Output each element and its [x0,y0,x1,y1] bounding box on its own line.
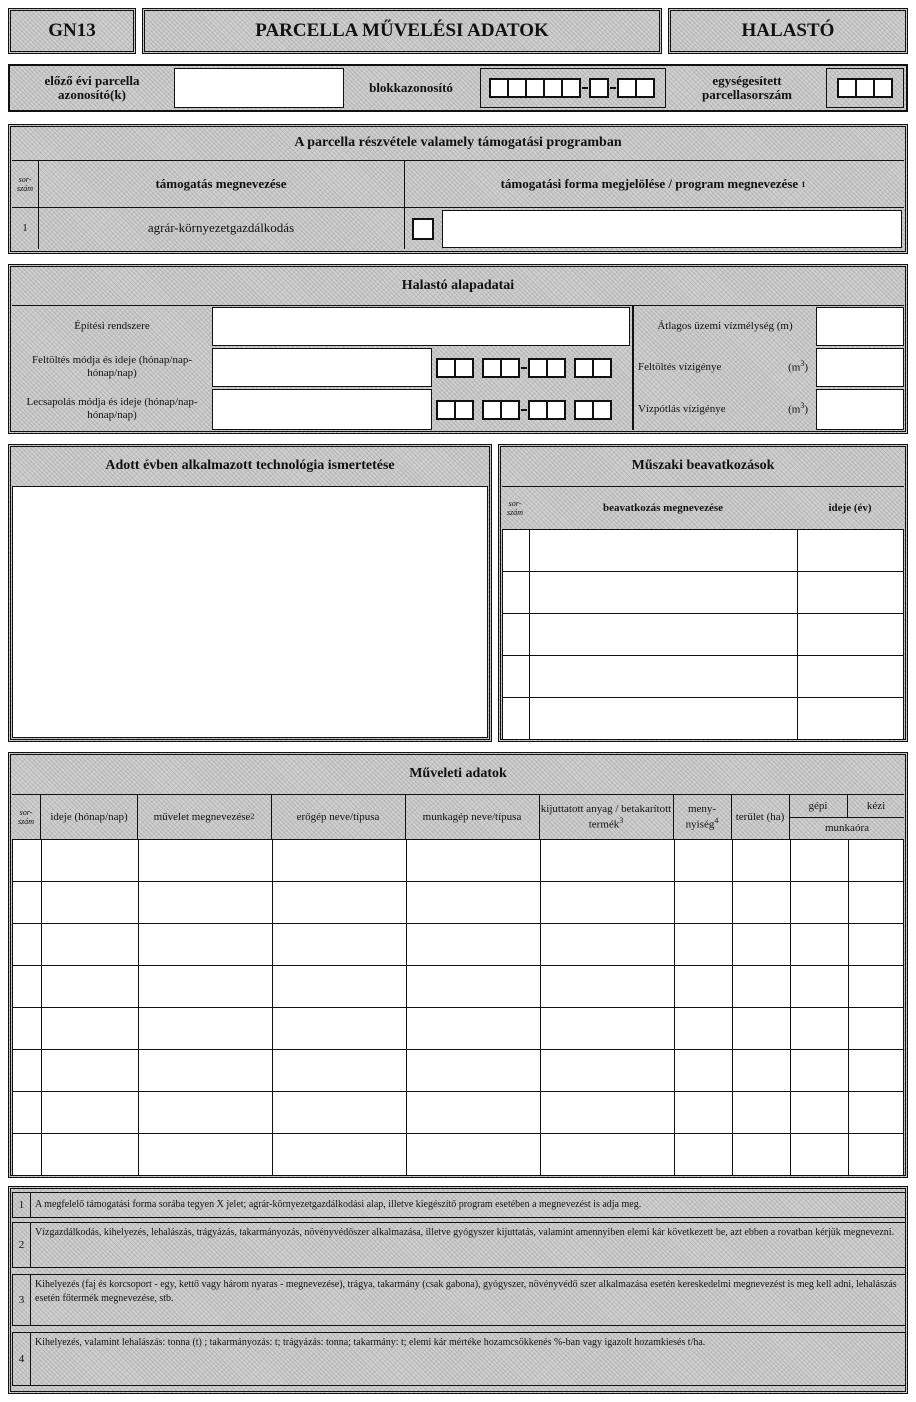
table-cell[interactable] [733,1134,791,1176]
table-cell[interactable] [791,882,849,924]
table-cell[interactable] [530,572,798,614]
interventions-title: Műszaki beavatkozások [631,458,775,473]
drain-mode-label: Lecsapolás módja és ideje (hónap/nap-hónap/nap) [26,396,198,421]
table-cell[interactable] [849,1134,904,1176]
table-cell[interactable] [849,966,904,1008]
table-cell[interactable] [42,1008,139,1050]
note-1: 1 A megfelelő támogatási forma sorába tegyen X jelet; agrár-környezetgazdálkodási alap, illetve kiegészítő program esetében a megnevezést is adja meg. [12,1192,906,1218]
table-cell[interactable] [530,698,798,740]
table-cell[interactable] [733,840,791,882]
table-cell[interactable] [541,1050,675,1092]
block-digit[interactable] [543,78,563,98]
table-cell[interactable] [139,840,273,882]
table-cell[interactable] [13,840,42,882]
form-type: HALASTÓ [668,8,908,54]
table-cell[interactable] [273,882,407,924]
construction-label: Építési rendszere [74,319,150,332]
ops-col-op: művelet megnevezése 2 [153,810,255,823]
table-cell[interactable] [530,614,798,656]
table-cell[interactable] [791,966,849,1008]
table-cell[interactable] [407,966,541,1008]
table-cell[interactable] [407,1008,541,1050]
basic-title: Halastó alapadatai [401,278,515,293]
table-cell[interactable] [530,656,798,698]
table-cell[interactable] [733,966,791,1008]
block-id-input[interactable] [480,68,666,108]
drain-date-input[interactable] [436,398,630,422]
table-cell[interactable] [42,1050,139,1092]
table-cell[interactable] [849,882,904,924]
unified-parcel-input[interactable] [826,68,904,108]
table-cell[interactable] [541,882,675,924]
avg-depth-input[interactable] [816,307,904,346]
table-cell[interactable] [791,1050,849,1092]
block-id-label: blokkazonosító [369,80,453,95]
block-digit[interactable] [507,78,527,98]
table-cell[interactable] [139,1050,273,1092]
table-cell[interactable] [798,698,904,740]
block-digit[interactable] [589,78,609,98]
tech-description-input[interactable] [12,486,488,738]
table-cell[interactable] [13,966,42,1008]
table-cell[interactable] [791,840,849,882]
table-cell[interactable] [733,1008,791,1050]
table-cell[interactable] [42,1134,139,1176]
table-cell[interactable] [139,1134,273,1176]
refill-water-input[interactable] [816,389,904,430]
table-cell[interactable] [675,966,733,1008]
parcel-digit[interactable] [837,78,857,98]
ops-col-manual-hours: kézi [866,799,886,812]
table-cell[interactable] [791,1092,849,1134]
table-cell[interactable] [541,1008,675,1050]
table-cell[interactable] [675,1092,733,1134]
drain-mode-input[interactable] [212,389,432,430]
support-col-name: támogatás megnevezése [155,176,287,191]
table-cell[interactable] [503,698,530,740]
ops-col-material: kijuttatott anyag / betakarított termék$^3$ [540,803,672,831]
support-row-num: 1 [22,222,28,234]
table-cell[interactable] [849,840,904,882]
support-title: A parcella részvétele valamely támogatási programban [294,135,622,150]
refill-water-label: Vízpótlás vízigénye $(m^3)$ [638,401,808,416]
construction-input[interactable] [212,307,630,346]
operations-table [12,839,904,1176]
table-cell[interactable] [42,1092,139,1134]
fill-water-label: Feltöltés vízigénye $(m^3)$ [638,359,808,374]
unified-parcel-label: egységesített parcellasorszám [701,72,793,102]
table-cell[interactable] [407,924,541,966]
ops-col-hours: munkaóra [825,821,869,834]
interventions-col-name: beavatkozás megnevezése [602,502,724,514]
table-cell[interactable] [541,966,675,1008]
table-cell[interactable] [407,1134,541,1176]
table-cell[interactable] [733,924,791,966]
table-cell[interactable] [13,882,42,924]
table-cell[interactable] [798,614,904,656]
ops-col-machine: erőgép neve/típusa [296,810,380,823]
table-cell[interactable] [503,530,530,572]
table-cell[interactable] [849,1008,904,1050]
table-cell[interactable] [733,1092,791,1134]
table-cell[interactable] [530,530,798,572]
table-cell[interactable] [139,882,273,924]
fill-date-input[interactable] [436,356,630,380]
ops-col-area: terület (ha) [735,810,785,823]
interventions-col-year: ideje (év) [828,502,872,514]
form-title: PARCELLA MŰVELÉSI ADATOK [142,8,662,54]
table-cell[interactable] [503,614,530,656]
table-cell[interactable] [503,656,530,698]
table-cell[interactable] [139,966,273,1008]
table-cell[interactable] [13,1092,42,1134]
table-cell[interactable] [798,656,904,698]
block-digit[interactable] [635,78,655,98]
table-cell[interactable] [503,572,530,614]
ops-col-qty: meny-nyiség$^4$ [685,803,719,831]
prev-parcel-label: előző évi parcella azonosító(k) [44,72,140,102]
parcel-digit[interactable] [855,78,875,98]
table-cell[interactable] [849,924,904,966]
note-2: 2 Vízgazdálkodás, kihelyezés, lehalászás, trágyázás, takarmányozás, növényvédőszer alkalmazása, illetve gyógyszer kijuttatás, valamint amennyiben elemi kár következett be, azt ebben a rovatban kérjük megnevezni. [12,1222,906,1268]
ops-col-tool: munkagép neve/típusa [422,810,522,823]
table-cell[interactable] [798,530,904,572]
table-cell[interactable] [273,966,407,1008]
support-checkbox[interactable] [412,218,434,240]
table-cell[interactable] [791,1134,849,1176]
parcel-digit[interactable] [873,78,893,98]
table-cell[interactable] [273,840,407,882]
table-cell[interactable] [675,924,733,966]
table-cell[interactable] [273,1050,407,1092]
table-cell[interactable] [675,1050,733,1092]
fill-water-input[interactable] [816,348,904,387]
note-4: 4 Kihelyezés, valamint lehalászás: tonna (t) ; takarmányozás: t; trágyázás: tonna; takarmány: t; elemi kár mértéke hozamcsökkenés %-ban vagy igazolt hozamkiesés t/ha. [12,1332,906,1386]
table-cell[interactable] [541,1092,675,1134]
support-col-num: sor-szám [16,175,33,193]
table-cell[interactable] [675,840,733,882]
tech-title: Adott évben alkalmazott technológia ismertetése [105,458,395,473]
table-cell[interactable] [139,924,273,966]
avg-depth-label: Átlagos üzemi vízmélység (m) [657,319,793,332]
table-cell[interactable] [791,1008,849,1050]
table-cell[interactable] [733,1050,791,1092]
table-cell[interactable] [273,924,407,966]
interventions-table [502,529,904,740]
table-cell[interactable] [541,1134,675,1176]
support-row-name: agrár-környezetgazdálkodás [147,220,295,235]
table-cell[interactable] [849,1092,904,1134]
ops-col-machine-hours: gépi [808,799,828,812]
block-digit[interactable] [489,78,509,98]
operations-title: Műveleti adatok [409,766,507,781]
form-code: GN13 [8,8,136,54]
table-cell[interactable] [407,1050,541,1092]
table-cell[interactable] [139,1092,273,1134]
support-col-form: támogatási forma megjelölése / program megnevezése 1 [500,176,806,191]
table-cell[interactable] [13,1134,42,1176]
table-cell[interactable] [675,1134,733,1176]
table-cell[interactable] [42,966,139,1008]
table-cell[interactable] [13,1008,42,1050]
table-cell[interactable] [273,1092,407,1134]
table-cell[interactable] [675,882,733,924]
table-cell[interactable] [733,882,791,924]
table-cell[interactable] [407,840,541,882]
table-cell[interactable] [541,840,675,882]
table-cell[interactable] [675,1008,733,1050]
table-cell[interactable] [13,1050,42,1092]
table-cell[interactable] [139,1008,273,1050]
table-cell[interactable] [13,924,42,966]
table-cell[interactable] [849,1050,904,1092]
block-digit[interactable] [561,78,581,98]
note-3: 3 Kihelyezés (faj és korcsoport - egy, kettő vagy három nyaras - megnevezése), trágya, takarmány (csak gabona), gyógyszer, növényvédő szer alkalmazása esetén kereskedelmi megnevezést is meg kell adni, lehalászás esetén főtermék megnevezése, stb. [12,1274,906,1326]
table-cell[interactable] [407,882,541,924]
block-digit[interactable] [617,78,637,98]
fill-mode-input[interactable] [212,348,432,387]
table-cell[interactable] [273,1134,407,1176]
table-cell[interactable] [791,924,849,966]
table-cell[interactable] [407,1092,541,1134]
table-cell[interactable] [273,1008,407,1050]
support-program-input[interactable] [442,210,902,248]
ops-col-num: sor-szám [17,808,34,826]
ops-col-date: ideje (hónap/nap) [50,810,128,823]
table-cell[interactable] [541,924,675,966]
prev-parcel-input[interactable] [174,68,344,108]
table-cell[interactable] [798,572,904,614]
table-cell[interactable] [42,882,139,924]
table-cell[interactable] [42,840,139,882]
table-cell[interactable] [42,924,139,966]
fill-mode-label: Feltöltés módja és ideje (hónap/nap-hónap/nap) [31,354,193,379]
block-digit[interactable] [525,78,545,98]
interventions-col-num: sor-szám [506,499,523,517]
